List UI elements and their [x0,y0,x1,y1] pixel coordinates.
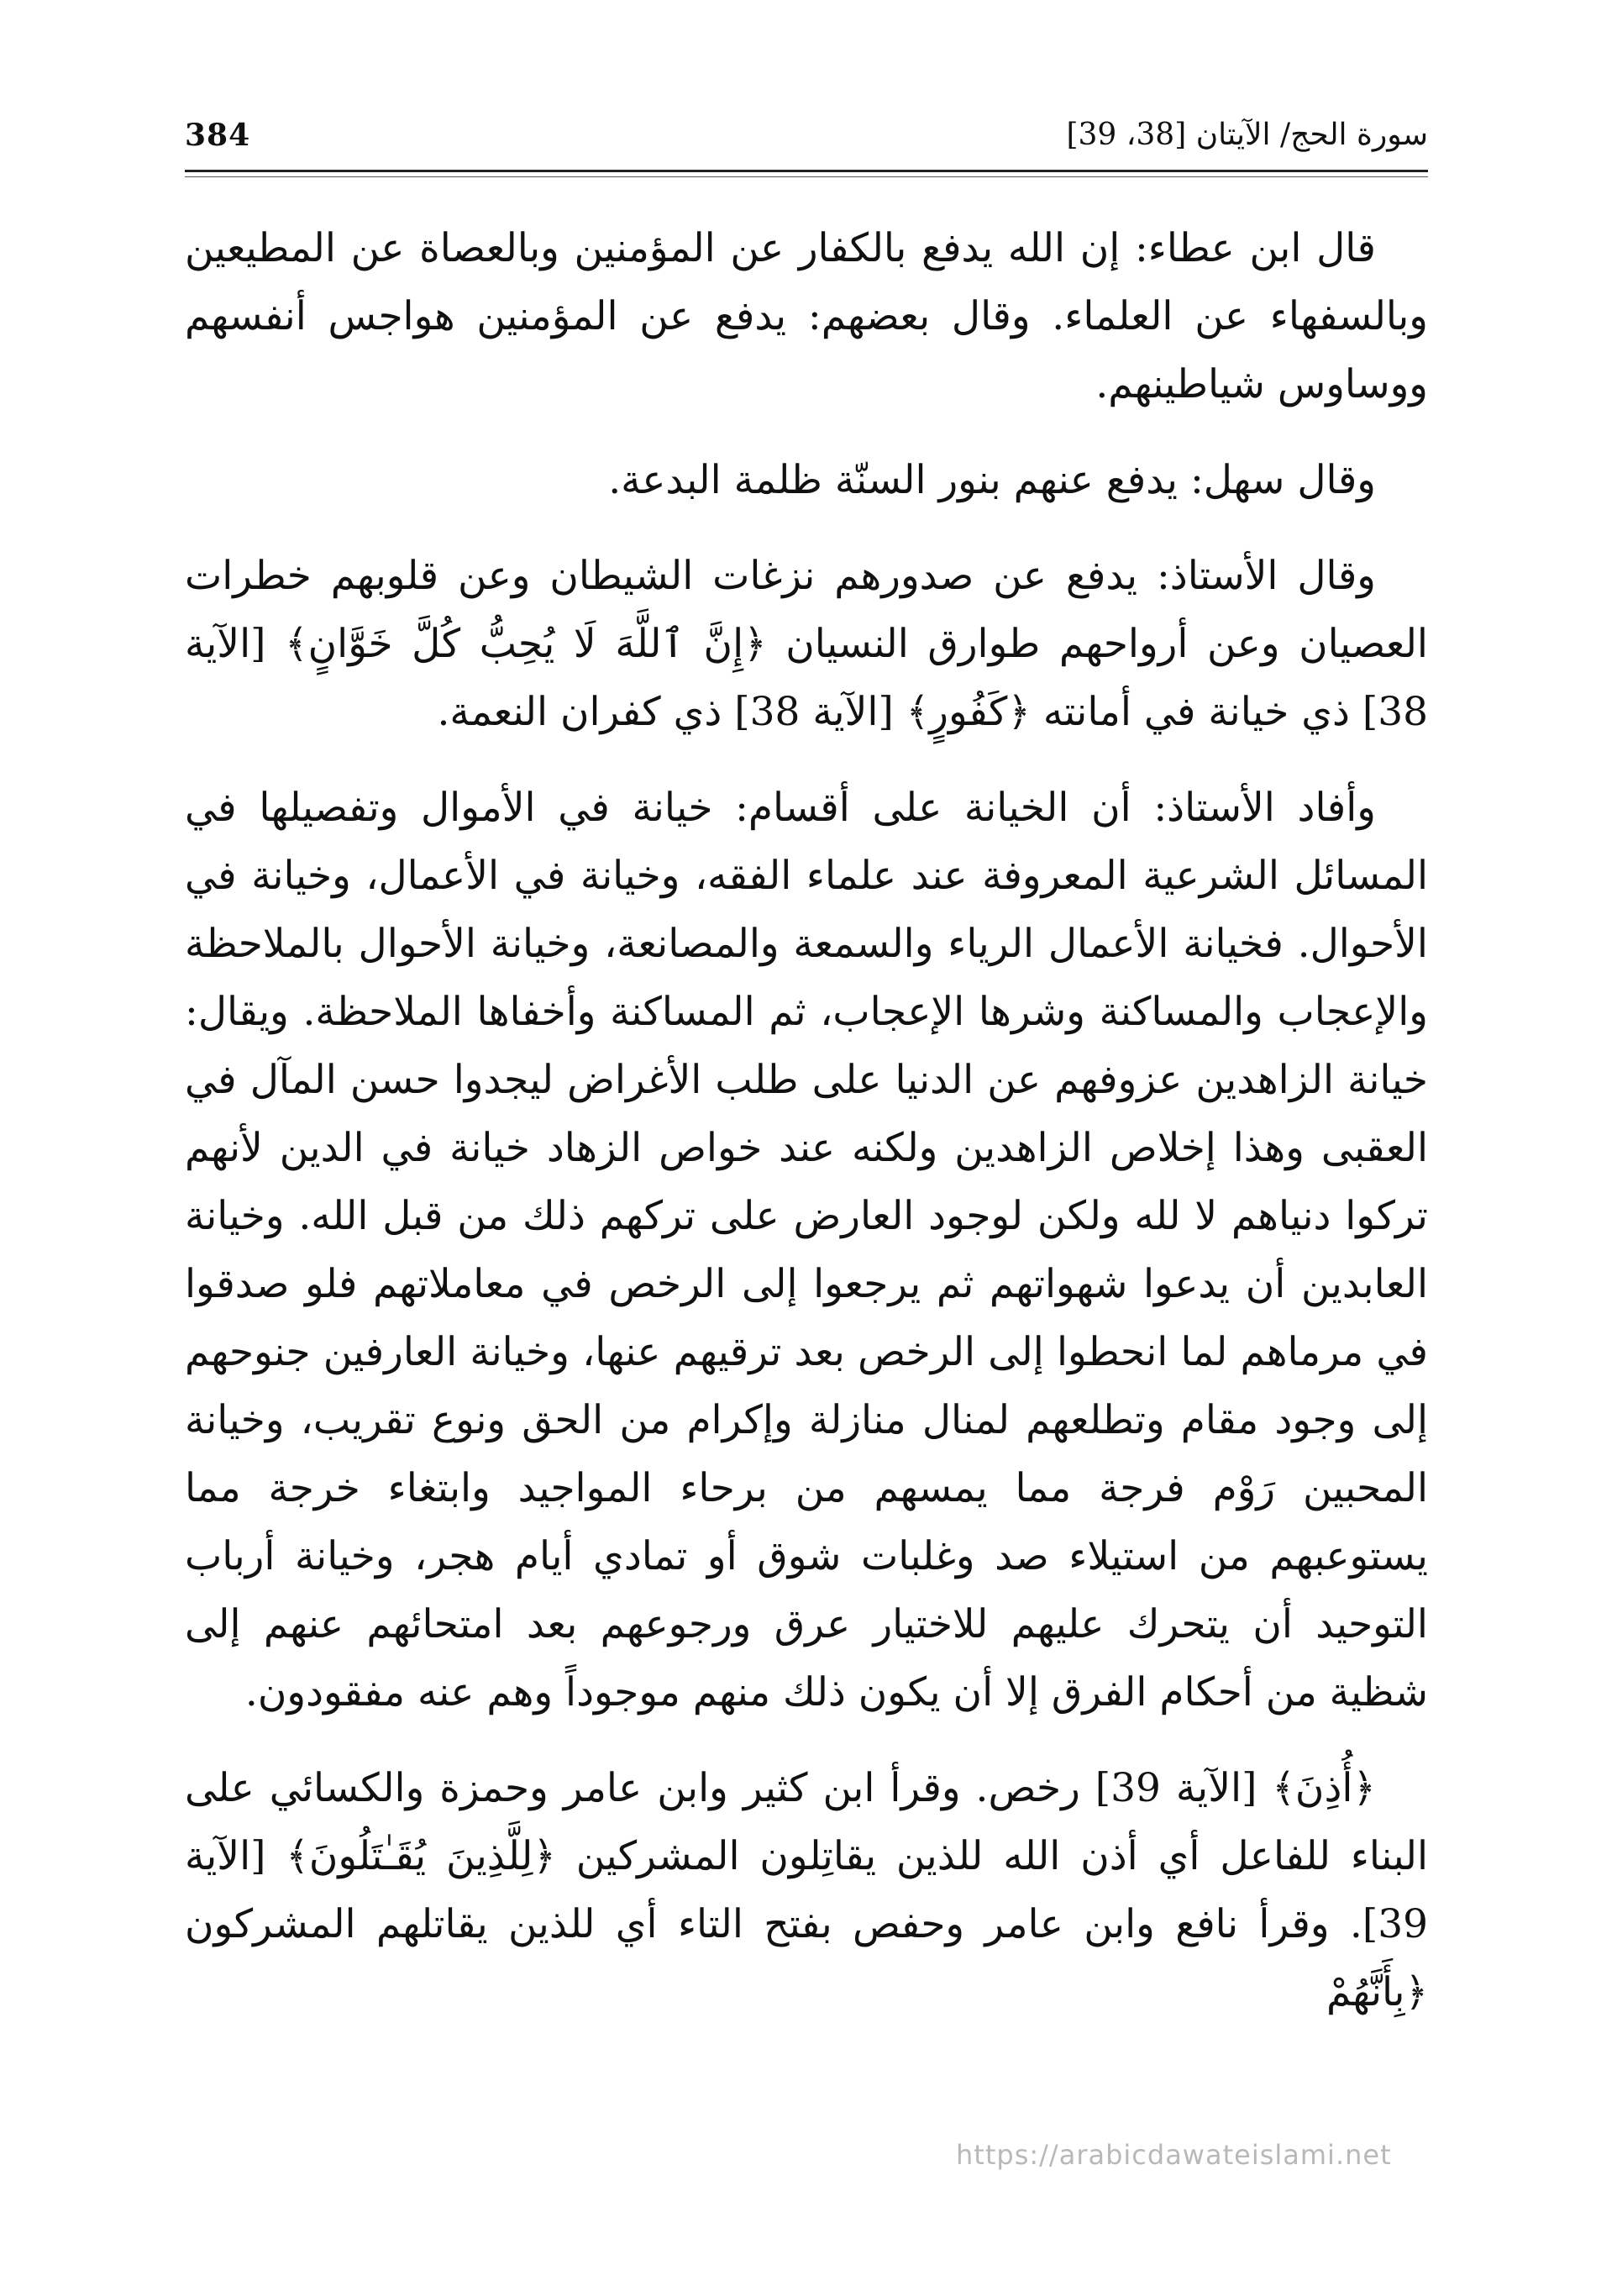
paragraph-udhina: ﴿أُذِنَ﴾ [الآية 39] رخص. وقرأ ابن كثير وابن عامر وحمزة والكسائي على البناء للفاعل أي أذن الله للذين يقاتِلون المشركين ﴿لِلَّذِينَ يُقَـٰتَلُونَ﴾ [الآية 39]. وقرأ نافع وابن عامر وحفص بفتح التاء أي للذين يقاتلهم المشركون ﴿بِأَنَّهُمْ [185,1765,1428,2015]
header-rule-thin [185,176,1428,177]
paragraph-sahl: وقال سهل: يدفع عنهم بنور السنّة ظلمة البدعة. [608,457,1376,503]
page-header [185,118,1428,165]
running-title: سورة الحج/ الآيتان [38، 39] [1066,118,1428,152]
paragraph-ibn-ata: قال ابن عطاء: إن الله يدفع بالكفار عن المؤمنين وبالعصاة عن المطيعين وبالسفهاء عن العلماء. وقال بعضهم: يدفع عن المؤمنين هواجس أنفسهم ووساوس شياطينهم. [185,225,1428,407]
watermark-url: https://arabicdawateislami.net [956,2139,1392,2171]
paragraph-khiyana: وأفاد الأستاذ: أن الخيانة على أقسام: خيانة في الأموال وتفصيلها في المسائل الشرعية المعروفة عند علماء الفقه، وخيانة في الأعمال، وخيانة في الأحوال. فخيانة الأعمال الرياء والسمعة والمصانعة، وخيانة الأحوال بالملاحظة والإعجاب والمساكنة وشرها الإعجاب، ثم المساكنة وأخفاها الملاحظة. ويقال: خيانة الزاهدين عزوفهم عن الدنيا على طلب الأغراض ليجدوا حسن المآل في العقبى وهذا إخلاص الزاهدين ولكنه عند خواص الزهاد خيانة في الدين لأنهم تركوا دنياهم لا لله ولكن لوجود العارض على تركهم ذلك من قبل الله. وخيانة العابدين أن يدعوا شهواتهم ثم يرجعوا إلى الرخص في معاملاتهم فلو صدقوا في مرماهم لما انحطوا إلى الرخص بعد ترقيهم عنها، وخيانة العارفين جنوحهم إلى وجود مقام وتطلعهم لمنال منازلة وإكرام من الحق ونوع تقريب، وخيانة المحبين رَوْم فرجة مما يمسهم من برحاء المواجيد وابتغاء خرجة مما يستوعبهم من استيلاء صد وغلبات شوق أو تمادي أيام هجر، وخيانة أرباب التوحيد أن يتحرك عليهم للاختيار عرق ورجوعهم بعد امتحائهم عنهم إلى شظية من أحكام الفرق إلا أن يكون ذلك منهم موجوداً وهم عنه مفقودون. [185,785,1429,1715]
page-number: 384 [185,118,251,153]
paragraph-ustadh: وقال الأستاذ: يدفع عن صدورهم نزغات الشيطان وعن قلوبهم خطرات العصيان وعن أرواحهم طوارق النسيان ﴿إِنَّ ٱللَّهَ لَا يُحِبُّ كُلَّ خَوَّانٍ﴾ [الآية 38] ذي خيانة في أمانته ﴿كَفُورٍ﴾ [الآية 38] ذي كفران النعمة. [185,553,1428,735]
header-rule [185,170,1428,172]
page-body [185,214,1428,2054]
